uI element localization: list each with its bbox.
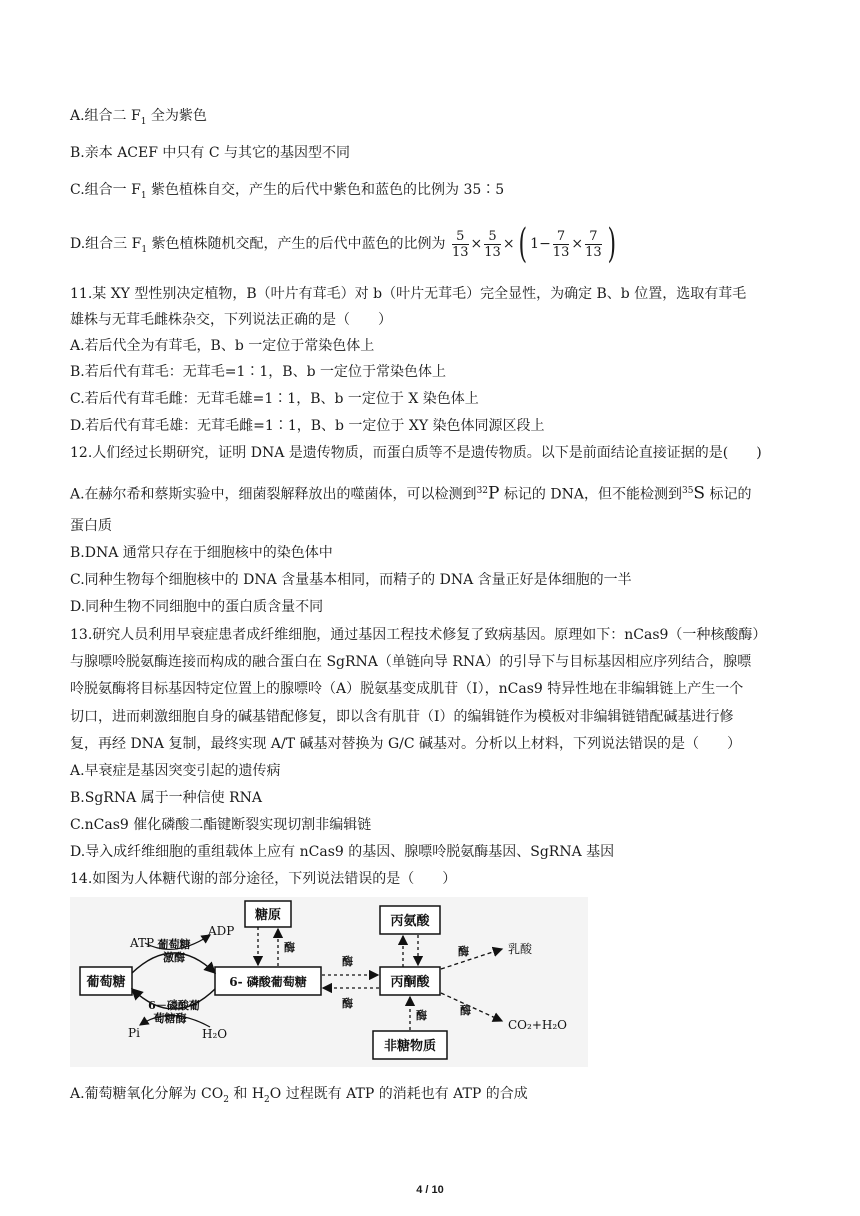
q13-option-d: D.导入成纤维细胞的重组载体上应有 nCas9 的基因、腺嘌呤脱氨酶基因、SgRNA 基因 (70, 844, 615, 860)
q11-option-b: B.若后代有茸毛：无茸毛=1∶1，B、b 一定位于常染色体上 (70, 364, 446, 380)
glucose-kinase-label-1: 葡萄糖 (157, 938, 191, 951)
q10-option-a-text: A.组合二 F (70, 108, 141, 124)
one-minus: 1− (530, 236, 551, 252)
q10-option-a (70, 106, 207, 132)
q14-option-a-text: A.葡萄糖氧化分解为 CO (70, 1086, 224, 1102)
phosphatase-label-2: 萄糖酶 (153, 1012, 187, 1025)
co2-subscript: 2 (223, 1094, 229, 1105)
q10-option-d (70, 221, 619, 268)
q11-stem-line-1: 11.某 XY 型性别决定植物，B（叶片有茸毛）对 b（叶片无茸毛）完全显性，为确定 B、b 位置，选取有茸毛 (70, 286, 747, 302)
times-3: × (571, 236, 584, 252)
q10-option-c-sub: 1 (140, 190, 147, 201)
q14-option-a-tail: O 过程既有 ATP 的消耗也有 ATP 的合成 (269, 1086, 528, 1102)
sugar-metabolism-diagram (70, 897, 588, 1067)
q10-option-c-text: C.组合一 F (70, 182, 141, 198)
fraction-1-denominator: 13 (451, 244, 469, 260)
q11-option-d: D.若后代有茸毛雄：无茸毛雌=1∶1，B、b 一定位于 XY 染色体同源区段上 (70, 418, 545, 434)
enzyme-label-forward: 酶 (342, 955, 353, 968)
fraction-3 (553, 229, 570, 260)
q12-option-a-text: A.在赫尔希和蔡斯实验中，细菌裂解释放出的噬菌体，可以检测到 (70, 486, 477, 503)
q11-option-a: A.若后代全为有茸毛，B、b 一定位于常染色体上 (70, 338, 375, 354)
q12-option-a-mid: 标记的 DNA，但不能检测到 (499, 486, 682, 503)
fraction-4-denominator: 13 (585, 244, 602, 260)
fraction-2 (484, 229, 501, 260)
q13-option-b: B.SgRNA 属于一种信使 RNA (70, 790, 262, 806)
s35-superscript: 35 (681, 486, 694, 496)
q11-stem-line-2: 雄株与无茸毛雌株杂交，下列说法正确的是（ ） (70, 312, 392, 328)
fraction-3-denominator: 13 (552, 244, 570, 260)
q13-stem-line-2: 与腺嘌呤脱氨酶连接而构成的融合蛋白在 SgRNA（单链向导 RNA）的引导下与目标基因相应序列结合，腺嘌 (70, 654, 752, 670)
q12-option-d: D.同种生物不同细胞中的蛋白质含量不同 (70, 599, 324, 615)
h2o-subscript: 2 (264, 1094, 270, 1105)
q12-stem: 12.人们经过长期研究，证明 DNA 是遗传物质，而蛋白质等不是遗传物质。以下是前面结论直接证据的是( ) (70, 445, 762, 461)
lactate-label: 乳酸 (508, 942, 533, 956)
adp-label: ADP (208, 924, 235, 938)
q14-option-a (70, 1084, 528, 1110)
q12-option-b: B.DNA 通常只存在于细胞核中的染色体中 (70, 545, 333, 561)
q10-option-a-tail: 全为紫色 (146, 108, 207, 124)
paren-open: ( (518, 221, 527, 267)
glycogen-label: 糖原 (254, 908, 282, 923)
q12-option-c: C.同种生物每个细胞核中的 DNA 含量基本相同，而精子的 DNA 含量正好是体细胞的一半 (70, 572, 632, 588)
q13-stem-line-3: 呤脱氨酶将目标基因特定位置上的腺嘌呤（A）脱氨基变成肌苷（Ⅰ），nCas9 特异性地在非编辑链上产生一个 (70, 681, 744, 697)
pi-label: Pi (128, 1026, 140, 1040)
times-1: × (470, 236, 483, 252)
sulfur-symbol: S (693, 483, 706, 504)
q14-stem: 14.如图为人体糖代谢的部分途径，下列说法错误的是（ ） (70, 871, 457, 887)
fraction-1-numerator: 5 (452, 229, 469, 245)
q10-option-d-text: D.组合三 F (70, 236, 142, 252)
fraction-2-denominator: 13 (484, 244, 501, 260)
q10-option-c-tail: 紫色植株自交，产生的后代中紫色和蓝色的比例为 35∶5 (146, 182, 505, 198)
enzyme-label-glycogen: 酶 (284, 941, 295, 954)
q14-option-a-mid: 和 H (228, 1086, 265, 1102)
fraction-3-numerator: 7 (553, 229, 570, 245)
q12-option-a-line-2: 蛋白质 (70, 518, 112, 534)
fraction-4 (585, 229, 602, 260)
q13-stem-line-4: 切口，进而刺激细胞自身的碱基错配修复，即以含有肌苷（Ⅰ）的编辑链作为模板对非编辑链错配碱基进行修 (70, 709, 734, 725)
q11-option-c: C.若后代有茸毛雌：无茸毛雄=1∶1，B、b 一定位于 X 染色体上 (70, 391, 479, 407)
phosphatase-label-1: 6－磷酸葡 (148, 999, 200, 1012)
page-number: 4 / 10 (416, 1184, 444, 1196)
h2o-label: H₂O (202, 1027, 228, 1041)
nonsugar-label: 非糖物质 (383, 1039, 437, 1054)
glucose-label: 葡萄糖 (86, 975, 126, 990)
pyruvate-label: 丙酮酸 (390, 975, 430, 990)
q10-option-d-sub: 1 (141, 244, 148, 255)
fraction-4-numerator: 7 (585, 229, 602, 245)
fraction-1 (452, 229, 469, 260)
glucose-kinase-label-2: 激酶 (163, 951, 185, 964)
enzyme-label-nonsugar: 酶 (416, 1009, 427, 1022)
q13-option-a: A.早衰症是基因突变引起的遗传病 (70, 763, 281, 779)
q10-option-c (70, 180, 504, 206)
alanine-label: 丙氨酸 (390, 914, 430, 929)
q12-option-a (70, 481, 752, 505)
q13-option-c: C.nCas9 催化磷酸二酯键断裂实现切割非编辑链 (70, 817, 372, 833)
atp-label: ATP (130, 936, 155, 950)
paren-close: ) (607, 221, 616, 267)
enzyme-label-reverse: 酶 (342, 997, 353, 1010)
fraction-2-numerator: 5 (484, 229, 501, 245)
q10-option-a-sub: 1 (140, 116, 147, 127)
enzyme-label-lactate: 酶 (458, 945, 469, 958)
co2-h2o-label: CO₂+H₂O (508, 1018, 567, 1032)
g6p-label: 6- 磷酸葡萄糖 (229, 975, 307, 989)
q13-stem-line-1: 13.研究人员利用早衰症患者成纤维细胞，通过基因工程技术修复了致病基因。原理如下：nCas9（一种核酸酶） (70, 627, 767, 643)
q13-stem-line-5: 复，再经 DNA 复制，最终实现 A/T 碱基对替换为 G/C 碱基对。分析以上材料，下列说法错误的是（ ） (70, 736, 742, 752)
q10-option-d-mid: 紫色植株随机交配，产生的后代中蓝色的比例为 (147, 236, 446, 252)
q12-option-a-tail: 标记的 (705, 486, 752, 503)
phosphorus-symbol: P (488, 483, 500, 504)
p32-superscript: 32 (476, 486, 489, 496)
times-2: × (502, 236, 515, 252)
enzyme-label-co2: 酶 (460, 1004, 471, 1017)
q10-option-b: B.亲本 ACEF 中只有 C 与其它的基因型不同 (70, 145, 351, 161)
